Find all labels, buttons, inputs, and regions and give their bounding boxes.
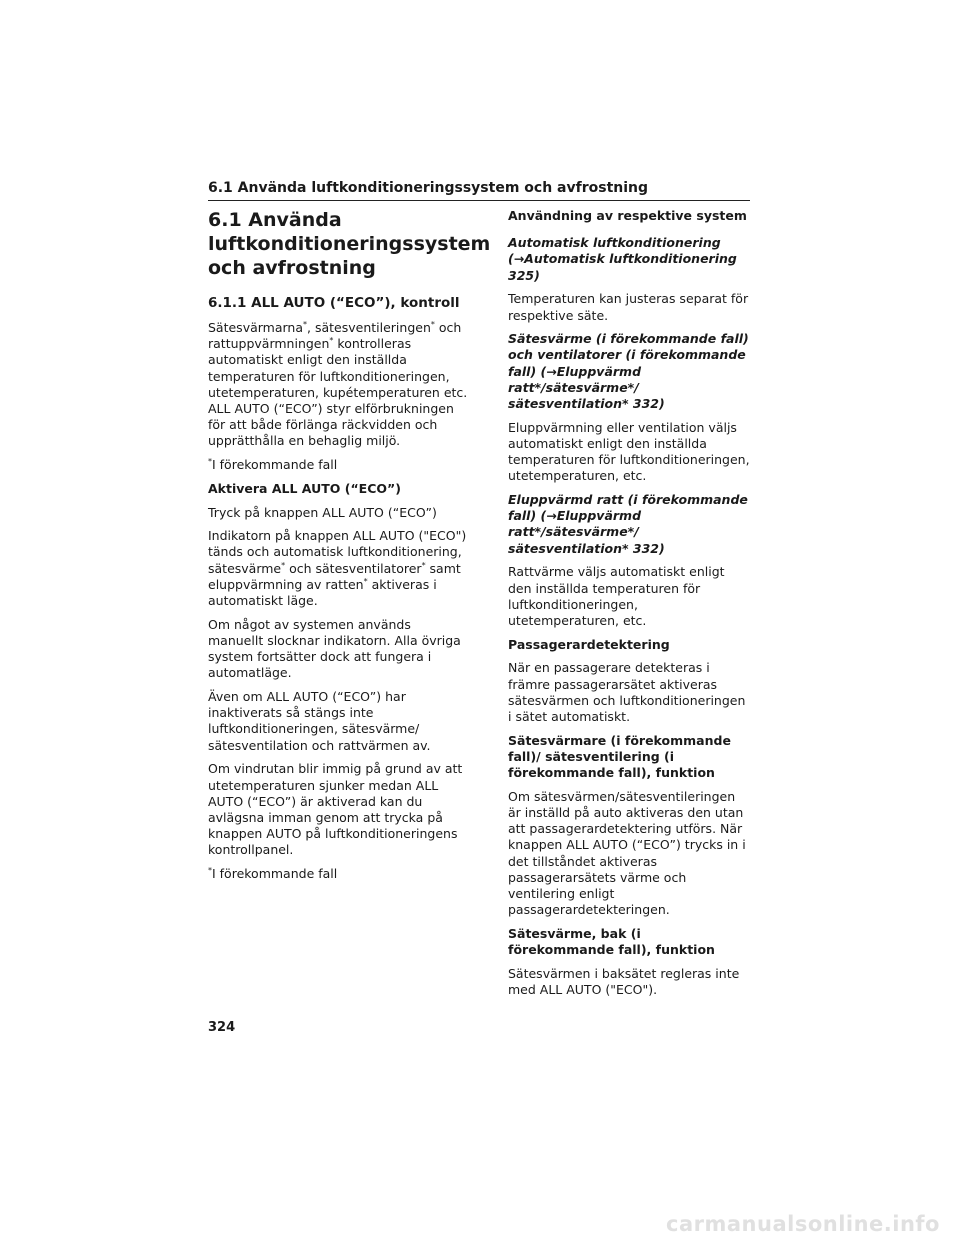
activate-text: Tryck på knappen ALL AUTO (“ECO”) [208,504,437,520]
footnote-marker: * [329,336,334,346]
watermark: carmanualsonline.info [666,1212,940,1236]
manual-paragraph: Om något av systemen används manuellt slocknar indikatorn. Alla övriga system fortsätter dock att fungera i automatläge. [208,616,461,681]
function-text: Om sätesvärmen/sätesventileringen är inställd på auto aktiveras den utan att passagerardetektering utförs. När knappen ALL AUTO (“ECO”) trycks in i det tillståndet aktiveras passagerarsätets värme och ventilering enligt passagerardetekteringen. [508,788,746,918]
left-column [208,208,491,890]
rear-seat-text: Sätesvärmen i baksätet regleras inte med ALL AUTO ("ECO"). [508,965,740,998]
footnote [208,457,470,473]
intro-paragraph [208,320,470,450]
text: och sätesventilatorer [285,560,422,576]
text: Automatisk luftkonditionering [508,235,721,251]
seat-heat-heading[interactable]: Sätesvärme (i förekommande fall) och ventilatorer (i förekommande fall) (→Eluppvärmd ratt*/sätesvärme*/ sätesventilation* 332) [508,331,749,412]
defog-paragraph: Om vindrutan blir immig på grund av att utetemperaturen sjunker medan ALL AUTO (“ECO”) är aktiverad kan du avlägsna imman genom att trycka på knappen AUTO på luftkonditioneringens kontrollpanel. [208,761,463,858]
section-title [208,208,491,280]
page-number: 324 [208,1020,236,1035]
seat-heat-text: Eluppvärmning eller ventilation väljs automatiskt enligt den inställda temperaturen för luftkonditioneringen, utetemperaturen, etc. [508,419,750,484]
text: I förekommande fall [212,866,338,882]
footnote-marker: * [208,456,212,466]
steering-heat-heading[interactable]: Eluppvärmd ratt (i förekommande fall) (→Eluppvärmd ratt*/sätesvärme*/ sätesventilation* 332) [508,492,748,556]
text: I förekommande fall [212,457,338,473]
usage-heading: Användning av respektive system [508,208,747,223]
passenger-detection-heading: Passagerardetektering [508,636,670,652]
footnote-marker: * [281,560,286,570]
text: samt eluppvärmning av ratten [208,560,461,592]
footnote-marker: * [363,576,368,586]
text: kontrolleras automatiskt enligt den inställda temperaturen för luftkonditioneringen, utetemperaturen, kupétemperaturen etc. ALL AUTO (“ECO”) styr elförbrukningen för att både förlänga räckvidden och upprätthålla en behaglig miljö. [208,336,468,449]
text: aktiveras i automatiskt läge. [208,576,437,609]
rear-seat-heading: Sätesvärme, bak (i förekommande fall), funktion [508,925,715,958]
passenger-detection-text: När en passagerare detekteras i främre passagerarsätet aktiveras sätesvärmen och luftkonditioneringen i sätet automatiskt. [508,660,746,724]
section-title-line: luftkonditioneringssystem [208,233,491,255]
running-header: 6.1 Använda luftkonditioneringssystem och avfrostning [208,178,750,201]
footnote [208,866,470,882]
right-column [508,208,751,1006]
subsection-title: 6.1.1 ALL AUTO (“ECO”), kontroll [208,295,460,311]
cross-reference-link[interactable]: (→Automatisk luftkonditionering 325) [508,251,737,283]
section-title-line: och avfrostning [208,257,376,279]
footnote-marker: * [421,560,426,570]
footnote-marker: * [208,865,212,875]
activate-heading: Aktivera ALL AUTO (“ECO”) [208,480,401,496]
inactive-paragraph: Även om ALL AUTO (“ECO”) har inaktiverats så stängs inte luftkonditioneringen, sätesvärme/ sätesventilation och rattvärmen av. [208,689,431,753]
footnote-marker: * [303,319,308,329]
steering-heat-text: Rattvärme väljs automatiskt enligt den inställda temperaturen för luftkonditioneringen, utetemperaturen, etc. [508,564,725,628]
function-heading: Sätesvärmare (i förekommande fall)/ sätesventilering (i förekommande fall), funktion [508,732,731,781]
text: Indikatorn på knappen ALL AUTO ("ECO") tänds och automatisk luftkonditionering, sätesvärme [208,528,467,576]
auto-ac-heading [508,235,751,284]
text: , sätesventileringen [307,320,431,335]
auto-ac-text: Temperaturen kan justeras separat för respektive säte. [508,291,749,323]
section-title-line: 6.1 Använda [208,209,342,231]
indicator-paragraph [208,528,470,609]
text: och rattuppvärmningen [208,320,462,352]
footnote-marker: * [430,319,435,329]
text: Sätesvärmarna [208,320,304,335]
